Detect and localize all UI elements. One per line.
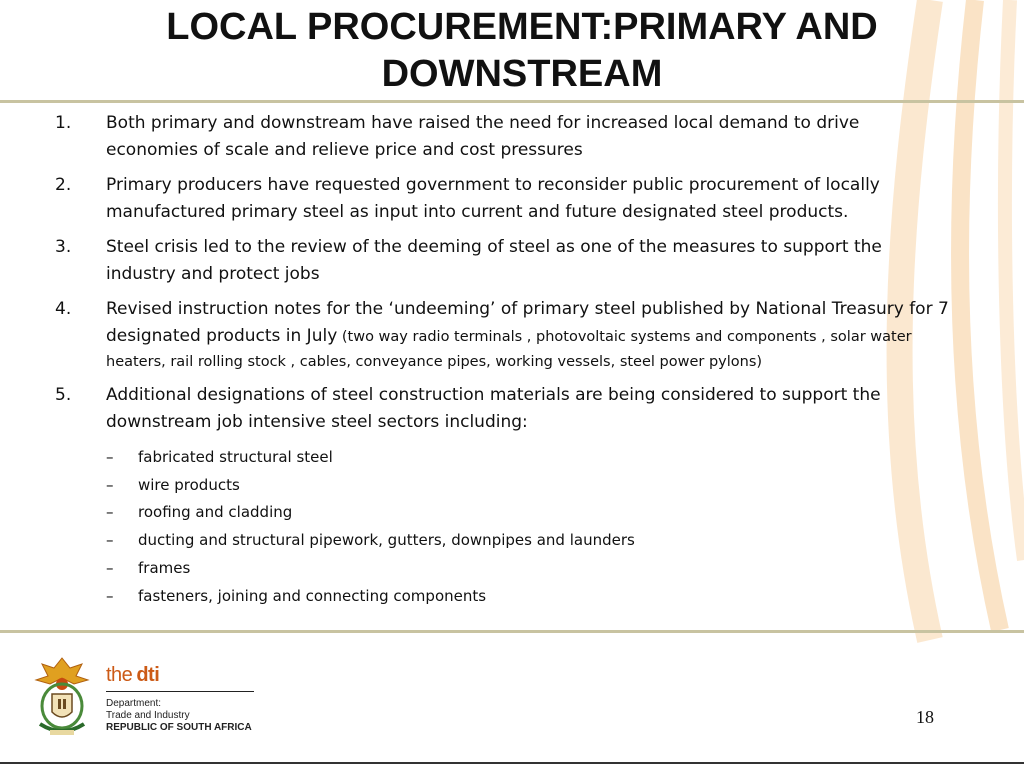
footer-rule (0, 762, 1024, 764)
item-number: 2. (55, 175, 72, 195)
dti-brand (106, 664, 256, 687)
sub-item (0, 499, 1024, 527)
list-item (0, 382, 1024, 436)
dept-line2: Trade and Industry (106, 710, 190, 721)
sub-item-text: wire products (138, 475, 240, 494)
coat-of-arms-icon (30, 654, 94, 740)
brand-the: the (106, 664, 133, 686)
page-number: 18 (916, 707, 934, 727)
dash-bullet: – (106, 531, 114, 550)
sub-item-text: ducting and structural pipework, gutters, downpipes and launders (138, 531, 635, 550)
item-number: 5. (55, 385, 72, 405)
item-detail: (two way radio terminals , photovoltaic systems and components , solar water heaters, rail rolling stock , cables, conveyance pipes, working vessels, steel power pylons) (106, 329, 912, 370)
item-text: Additional designations of steel construction materials are being considered to support the downstream job intensive steel sectors including: (106, 385, 881, 432)
sub-item-text: frames (138, 558, 191, 577)
list-item (0, 110, 1024, 164)
dash-bullet: – (106, 448, 114, 466)
brand-dti: dti (136, 664, 160, 686)
sub-item (0, 444, 1024, 472)
dti-divider (106, 691, 254, 692)
item-number: 1. (55, 113, 72, 133)
sub-item (0, 472, 1024, 500)
numbered-list (0, 110, 1024, 610)
page-title: LOCAL PROCUREMENT:PRIMARY AND DOWNSTREAM (166, 6, 878, 95)
dash-bullet: – (106, 475, 114, 494)
dash-bullet: – (106, 503, 114, 522)
divider-top (0, 100, 1024, 103)
sub-item-text: roofing and cladding (138, 503, 293, 522)
sub-item-text: fasteners, joining and connecting components (138, 586, 487, 605)
sub-item (0, 583, 1024, 611)
sub-item (0, 555, 1024, 583)
item-number: 4. (55, 299, 72, 319)
dash-bullet: – (106, 558, 114, 577)
item-text: Primary producers have requested government to reconsider public procurement of locally manufactured primary steel as input into current and future designated steel products. (106, 175, 880, 222)
item-text: Revised instruction notes for the ‘undeeming’ of primary steel published by National Treasury for 7 designated products in July (106, 299, 949, 346)
list-item (0, 234, 1024, 288)
item-text: Both primary and downstream have raised the need for increased local demand to drive economies of scale and relieve price and cost pressures (106, 113, 860, 160)
list-item (0, 296, 1024, 374)
sub-item-text: fabricated structural steel (138, 448, 333, 466)
sub-item (0, 527, 1024, 555)
dash-bullet: – (106, 586, 114, 605)
sub-list (0, 444, 1024, 610)
dept-line1: Department: (106, 698, 162, 709)
divider-bottom (0, 630, 1024, 633)
dti-logo (106, 664, 256, 734)
item-text: Steel crisis led to the review of the deeming of steel as one of the measures to support the industry and protect jobs (106, 237, 882, 284)
country-name: REPUBLIC OF SOUTH AFRICA (106, 722, 252, 733)
item-number: 3. (55, 237, 72, 257)
list-item (0, 172, 1024, 226)
